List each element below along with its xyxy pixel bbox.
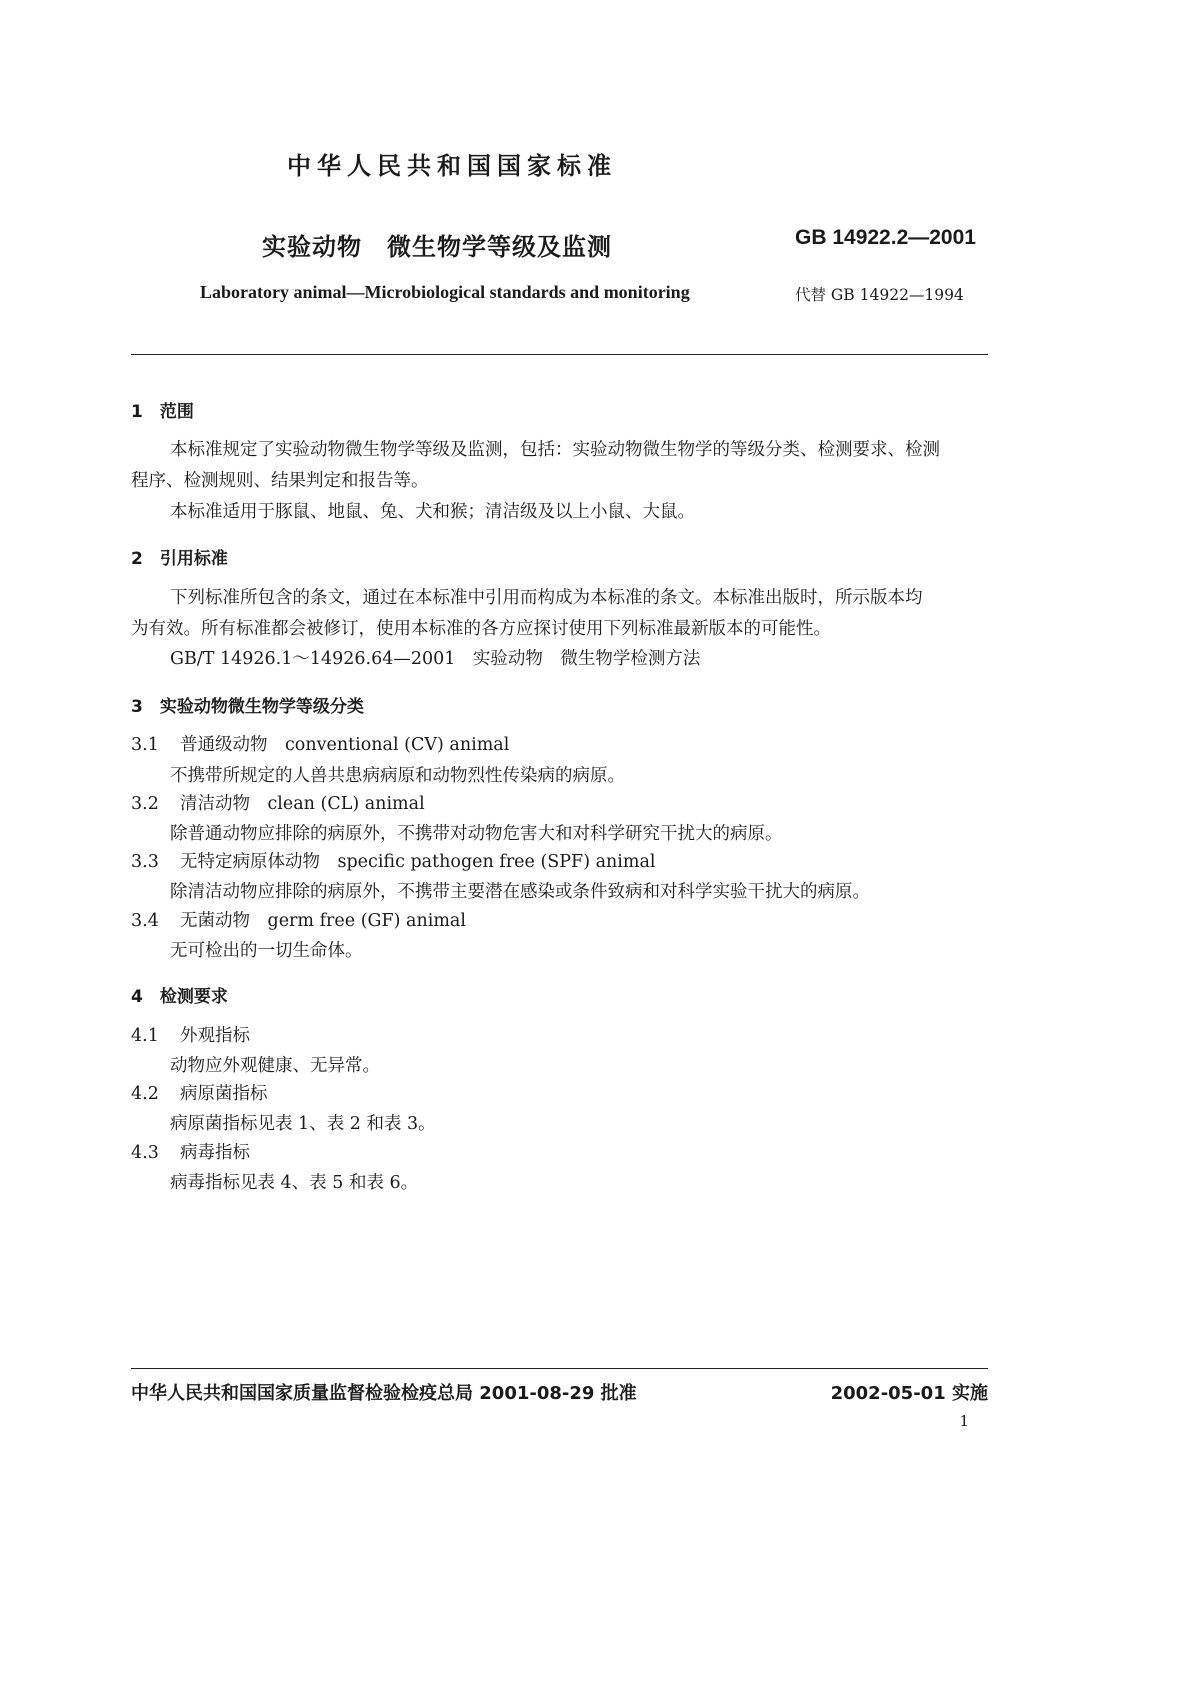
paragraph: 下列标准所包含的条文，通过在本标准中引用而构成为本标准的条文。本标准出版时，所示版本均 xyxy=(170,588,923,608)
clause-number: 3.1 xyxy=(131,735,159,755)
clause-number: 4.2 xyxy=(131,1084,159,1104)
document-title-en: Laboratory animal—Microbiological standards and monitoring xyxy=(200,282,690,302)
clause-term: 病毒指标 xyxy=(180,1143,250,1163)
clause-description: 不携带所规定的人兽共患病病原和动物烈性传染病的病原。 xyxy=(170,766,625,786)
paragraph: 为有效。所有标准都会被修订，使用本标准的各方应探讨使用下列标准最新版本的可能性。 xyxy=(131,619,831,639)
clause-term: 病原菌指标 xyxy=(180,1084,268,1104)
issuer-heading: 中华人民共和国国家标准 xyxy=(287,152,617,180)
clause-term: 清洁动物 clean (CL) animal xyxy=(180,794,425,814)
reference-item: GB/T 14926.1～14926.64—2001 实验动物 微生物学检测方法 xyxy=(170,649,701,669)
clause-number: 4.1 xyxy=(131,1026,159,1046)
clause-term: 无菌动物 germ free (GF) animal xyxy=(180,911,466,931)
document-title-cn: 实验动物 微生物学等级及监测 xyxy=(262,233,612,261)
section-heading: 4 检测要求 xyxy=(131,987,228,1007)
clause-description: 无可检出的一切生命体。 xyxy=(170,941,363,961)
clause-description: 动物应外观健康、无异常。 xyxy=(170,1056,380,1076)
footer-divider xyxy=(131,1368,988,1369)
section-heading: 3 实验动物微生物学等级分类 xyxy=(131,697,364,717)
replaces-standard: 代替 GB 14922—1994 xyxy=(795,286,964,304)
clause-description: 病毒指标见表 4、表 5 和表 6。 xyxy=(170,1173,419,1193)
clause-description: 除普通动物应排除的病原外，不携带对动物危害大和对科学研究干扰大的病原。 xyxy=(170,824,783,844)
paragraph: 本标准适用于豚鼠、地鼠、兔、犬和猴；清洁级及以上小鼠、大鼠。 xyxy=(170,502,695,522)
section-heading: 2 引用标准 xyxy=(131,549,228,569)
paragraph: 程序、检测规则、结果判定和报告等。 xyxy=(131,471,429,491)
clause-description: 病原菌指标见表 1、表 2 和表 3。 xyxy=(170,1114,436,1134)
effective-date: 2002-05-01 实施 xyxy=(830,1383,988,1404)
clause-term: 普通级动物 conventional (CV) animal xyxy=(180,735,510,755)
standard-number: GB 14922.2—2001 xyxy=(795,226,976,249)
clause-number: 3.4 xyxy=(131,911,159,931)
page-number: 1 xyxy=(959,1412,969,1430)
clause-term: 无特定病原体动物 specific pathogen free (SPF) animal xyxy=(180,852,656,872)
header-divider xyxy=(131,354,988,355)
clause-number: 3.3 xyxy=(131,852,159,872)
section-heading: 1 范围 xyxy=(131,402,194,422)
clause-term: 外观指标 xyxy=(180,1026,250,1046)
clause-description: 除清洁动物应排除的病原外，不携带主要潜在感染或条件致病和对科学实验干扰大的病原。 xyxy=(170,882,870,902)
clause-number: 4.3 xyxy=(131,1143,159,1163)
paragraph: 本标准规定了实验动物微生物学等级及监测，包括：实验动物微生物学的等级分类、检测要求、检测 xyxy=(170,440,940,460)
approval-line: 中华人民共和国国家质量监督检验检疫总局 2001-08-29 批准 xyxy=(131,1383,637,1404)
clause-number: 3.2 xyxy=(131,794,159,814)
